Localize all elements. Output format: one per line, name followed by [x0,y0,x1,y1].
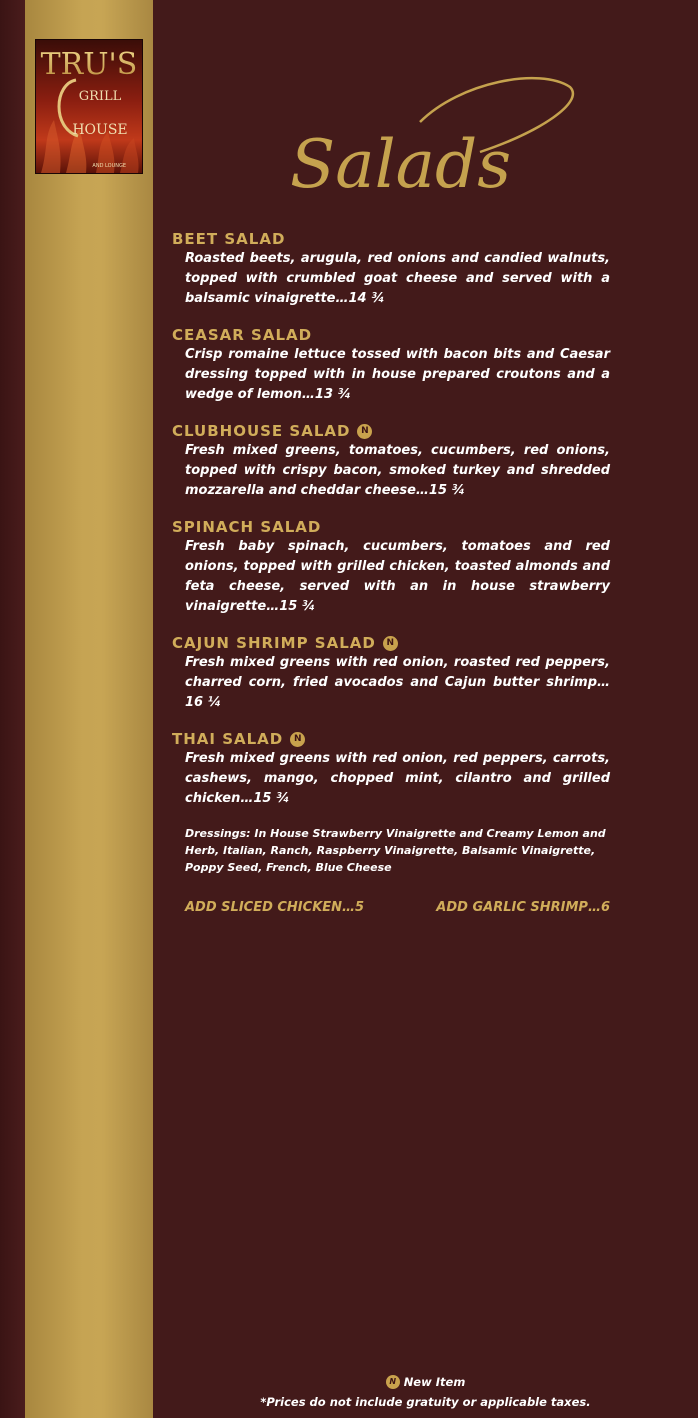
item-description: Fresh mixed greens with red onion, red peppers, carrots, cashews, mango, chopped mint, cilantro and grilled chicken…15 ¾ [185,751,610,806]
item-description: Fresh baby spinach, cucumbers, tomatoes and red onions, topped with grilled chicken, toasted almonds and feta cheese, served with an in house strawberry vinaigrette…15 ¾ [185,539,610,614]
new-item-badge-icon: N [386,1375,400,1389]
menu-item-beet-salad [172,229,612,309]
item-description: Fresh mixed greens with red onion, roasted red peppers, charred corn, fried avocados and Cajun butter shrimp…16 ¼ [185,655,610,710]
new-item-legend [153,1372,698,1392]
item-description: Fresh mixed greens, tomatoes, cucumbers, red onions, topped with crispy bacon, smoked turkey and shredded mozzarella and cheddar cheese…15 ¾ [185,443,610,498]
new-item-badge-icon: N [290,732,305,747]
menu-footer [153,1372,698,1412]
logo-line-2: GRILL [78,89,122,104]
menu-item-thai-salad [172,729,612,809]
menu-item-clubhouse-salad [172,421,612,501]
item-name: BEET SALAD [172,230,286,248]
new-item-badge-icon: N [383,636,398,651]
item-name: THAI SALAD N [172,729,612,749]
page-title [280,62,600,222]
price-disclaimer: *Prices do not include gratuity or applicable taxes. [260,1395,591,1409]
menu-item-cajun-shrimp-salad [172,633,612,713]
logo-line-1: TRU'S [40,47,138,82]
left-edge-strip [0,0,25,1418]
menu-item-ceasar-salad [172,325,612,405]
item-description: Roasted beets, arugula, red onions and candied walnuts, topped with crumbled goat cheese and served with a balsamic vinaigrette…14 ¾ [185,251,610,306]
item-name: CLUBHOUSE SALAD N [172,421,612,441]
item-name: CEASAR SALAD [172,326,313,344]
gold-side-band [25,0,153,1418]
new-item-legend-label: New Item [403,1375,466,1389]
item-description: Crisp romaine lettuce tossed with bacon bits and Caesar dressing topped with in house prepared croutons and a wedge of lemon…13 ¾ [185,347,610,402]
add-ons-row [185,900,610,915]
addon-shrimp: ADD GARLIC SHRIMP…6 [436,900,610,915]
addon-chicken: ADD SLICED CHICKEN…5 [185,900,365,915]
new-item-badge-icon: N [357,424,372,439]
menu-item-spinach-salad [172,517,612,617]
dressings-list: Dressings: In House Strawberry Vinaigrette and Creamy Lemon and Herb, Italian, Ranch, Raspberry Vinaigrette, Balsamic Vinaigrette, Poppy Seed, French, Blue Cheese [185,827,606,874]
logo-tagline: AND LOUNGE [92,163,126,169]
menu-content [172,229,612,915]
item-name: CAJUN SHRIMP SALAD N [172,633,612,653]
page-title-text: Salads [290,126,512,203]
item-name: SPINACH SALAD [172,518,322,536]
restaurant-logo [36,40,142,173]
logo-line-3: HOUSE [72,122,128,138]
